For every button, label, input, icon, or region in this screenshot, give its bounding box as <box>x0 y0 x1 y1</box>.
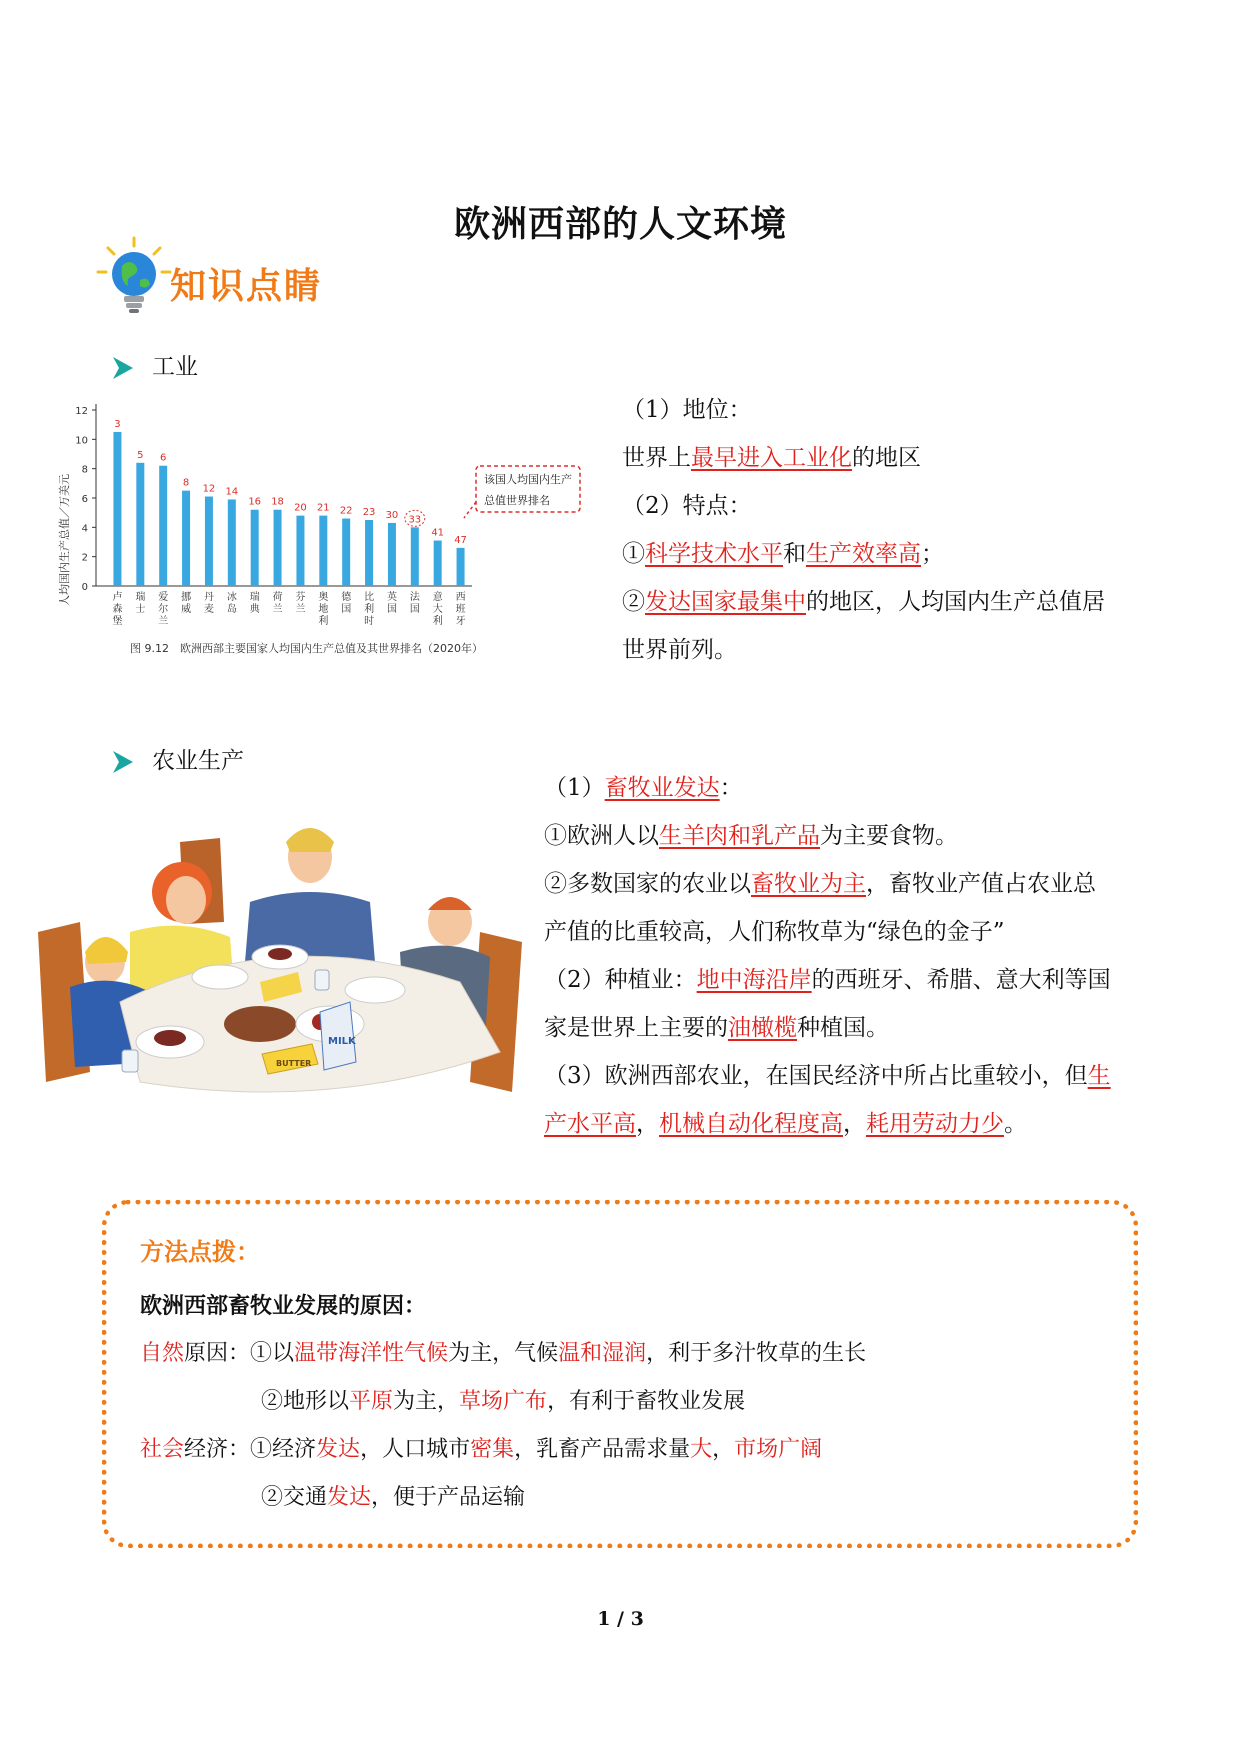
x-tick-label: 兰 <box>295 604 306 615</box>
x-tick-label: 瑞 <box>135 592 146 603</box>
bar-rank-label: 22 <box>339 505 353 517</box>
industry-heading-label: 工业 <box>152 354 198 380</box>
method-subtitle: 欧洲西部畜牧业发展的原因： <box>140 1293 427 1319</box>
bar <box>296 516 304 586</box>
callout-line1: 该国人均国内生产 <box>484 473 572 486</box>
x-tick-label: 挪 <box>181 592 192 603</box>
bar-rank-label: 16 <box>248 496 262 508</box>
agri-line-7: （3）欧洲西部农业，在国民经济中所占比重较小，但生 <box>544 1063 1111 1089</box>
y-tick-label: 10 <box>75 435 88 447</box>
agriculture-text <box>544 764 1164 1148</box>
x-tick-label: 比 <box>364 592 375 603</box>
social-line-1: 社会经济：①经济发达，人口城市密集，乳畜产品需求量大，市场广阔 <box>140 1437 823 1462</box>
x-tick-label: 班 <box>455 604 466 615</box>
agri-line-5: （2）种植业：地中海沿岸的西班牙、希腊、意大利等国 <box>544 967 1111 993</box>
agri-line-1: （1）畜牧业发达： <box>544 775 743 801</box>
bar <box>136 463 144 586</box>
bar-rank-label: 6 <box>160 452 167 464</box>
agri-line-3: ②多数国家的农业以畜牧业为主，畜牧业产值占农业总 <box>544 871 1096 897</box>
bar-rank-label: 41 <box>431 527 445 539</box>
method-text <box>140 1282 1120 1522</box>
agri-line-6: 家是世界上主要的油橄榄种植国。 <box>544 1015 889 1041</box>
bar-rank-label: 47 <box>454 534 467 546</box>
family-dinner-image <box>30 812 530 1112</box>
bar-rank-label: 21 <box>316 502 330 514</box>
x-tick-label: 英 <box>386 592 397 603</box>
arrow-icon <box>112 356 134 380</box>
bar <box>319 516 327 586</box>
y-tick-label: 0 <box>81 582 88 593</box>
bar-rank-label: 12 <box>202 483 216 495</box>
agri-line-2: ①欧洲人以生羊肉和乳产品为主要食物。 <box>544 823 958 849</box>
x-tick-label: 牙 <box>455 616 466 627</box>
bar-rank-label: 14 <box>225 486 239 498</box>
bar <box>251 510 259 586</box>
feature-line-3: 世界前列。 <box>622 637 737 663</box>
x-tick-label: 麦 <box>203 604 214 615</box>
gdp-chart-svg <box>52 390 597 660</box>
bar <box>205 497 213 586</box>
feature-line-2: ②发达国家最集中的地区，人均国内生产总值居 <box>622 589 1105 615</box>
natural-line-1: 自然原因：①以温带海洋性气候为主，气候温和湿润，利于多汁牧草的生长 <box>140 1341 867 1366</box>
milk-label: MILK <box>328 1036 356 1047</box>
y-tick-label: 12 <box>75 406 88 417</box>
bar-rank-label: 5 <box>137 449 144 461</box>
position-label: （1）地位： <box>622 397 752 423</box>
x-tick-label: 法 <box>409 592 420 603</box>
chart-callout <box>464 466 580 518</box>
bar <box>228 499 236 586</box>
bar-rank-label: 30 <box>385 509 399 521</box>
bar <box>457 548 465 586</box>
bar-rank-label: 23 <box>362 507 376 518</box>
agri-line-8: 产水平高，机械自动化程度高，耗用劳动力少。 <box>544 1111 1027 1137</box>
features-label: （2）特点： <box>622 493 752 519</box>
x-tick-label: 利 <box>364 604 375 615</box>
x-tick-label: 典 <box>249 604 260 615</box>
chart-caption: 图 9.12 欧洲西部主要国家人均国内生产总值及其世界排名（2020年） <box>130 642 483 655</box>
bar <box>182 491 190 586</box>
bar <box>434 541 442 586</box>
bar <box>113 432 121 586</box>
x-tick-label: 德 <box>341 592 352 603</box>
x-tick-label: 尔 <box>158 604 169 615</box>
chart-ylabel: 人均国内生产总值／万美元 <box>58 474 71 606</box>
x-tick-label: 地 <box>318 604 329 615</box>
bar-rank-label: 18 <box>271 496 284 508</box>
bar-rank-label: 20 <box>294 502 307 514</box>
x-tick-label: 芬 <box>295 592 306 603</box>
lightbulb-globe-icon <box>96 236 176 316</box>
x-tick-label: 爱 <box>158 592 169 603</box>
bar <box>388 523 396 586</box>
y-tick-label: 6 <box>81 494 88 505</box>
knowledge-badge-label: 知识点睛 <box>170 266 323 307</box>
y-tick-label: 4 <box>81 523 88 535</box>
highlight: 最早进入工业化 <box>691 445 852 471</box>
agri-line-4: 产值的比重较高，人们称牧草为“绿色的金子” <box>544 919 1005 945</box>
family-dinner-illustration <box>30 812 530 1112</box>
x-tick-label: 国 <box>409 604 420 615</box>
arrow-icon <box>112 750 134 774</box>
bar <box>342 519 350 586</box>
natural-line-2: ②地形以平原为主，草场广布，有利于畜牧业发展 <box>261 1389 746 1414</box>
chart-bars <box>112 419 466 627</box>
page-number: 1 / 3 <box>597 1608 644 1630</box>
x-tick-label: 兰 <box>158 616 169 627</box>
feature-line-1: ①科学技术水平和生产效率高； <box>622 541 944 567</box>
y-tick-label: 2 <box>81 552 88 564</box>
x-tick-label: 瑞 <box>249 592 260 603</box>
industry-text <box>622 386 1182 674</box>
x-tick-label: 威 <box>181 604 192 615</box>
x-tick-label: 荷 <box>272 592 283 603</box>
x-tick-label: 兰 <box>272 604 283 615</box>
bar <box>411 527 419 586</box>
x-tick-label: 丹 <box>203 592 214 603</box>
x-tick-label: 士 <box>135 604 146 615</box>
agriculture-heading-label: 农业生产 <box>152 748 244 774</box>
callout-line2: 总值世界排名 <box>484 494 550 507</box>
x-tick-label: 时 <box>364 616 375 627</box>
bar-rank-label: 3 <box>114 419 121 430</box>
agriculture-heading <box>112 742 244 775</box>
x-tick-label: 卢 <box>112 592 123 603</box>
x-tick-label: 国 <box>341 604 352 615</box>
x-tick-label: 西 <box>455 592 466 603</box>
bar <box>159 466 167 586</box>
gdp-chart <box>52 390 597 660</box>
x-tick-label: 森 <box>112 604 123 615</box>
industry-heading <box>112 348 198 381</box>
x-tick-label: 利 <box>432 616 443 627</box>
bar-rank-label: 33 <box>408 514 422 526</box>
x-tick-label: 奥 <box>318 592 329 603</box>
bar <box>274 510 282 586</box>
page-title: 欧洲西部的人文环境 <box>453 204 787 245</box>
bar <box>365 520 373 586</box>
butter-label: BUTTER <box>276 1059 312 1068</box>
x-tick-label: 堡 <box>112 616 123 627</box>
x-tick-label: 意 <box>432 592 443 603</box>
x-tick-label: 大 <box>432 604 443 615</box>
x-tick-label: 国 <box>386 604 397 615</box>
method-title: 方法点拨： <box>140 1238 260 1266</box>
position-line: 世界上最早进入工业化的地区 <box>622 445 921 471</box>
y-tick-label: 8 <box>81 464 88 476</box>
bar-rank-label: 8 <box>182 477 190 489</box>
x-tick-label: 岛 <box>226 604 237 615</box>
social-line-2: ②交通发达，便于产品运输 <box>261 1485 526 1510</box>
x-tick-label: 利 <box>318 616 329 627</box>
x-tick-label: 冰 <box>226 592 237 603</box>
